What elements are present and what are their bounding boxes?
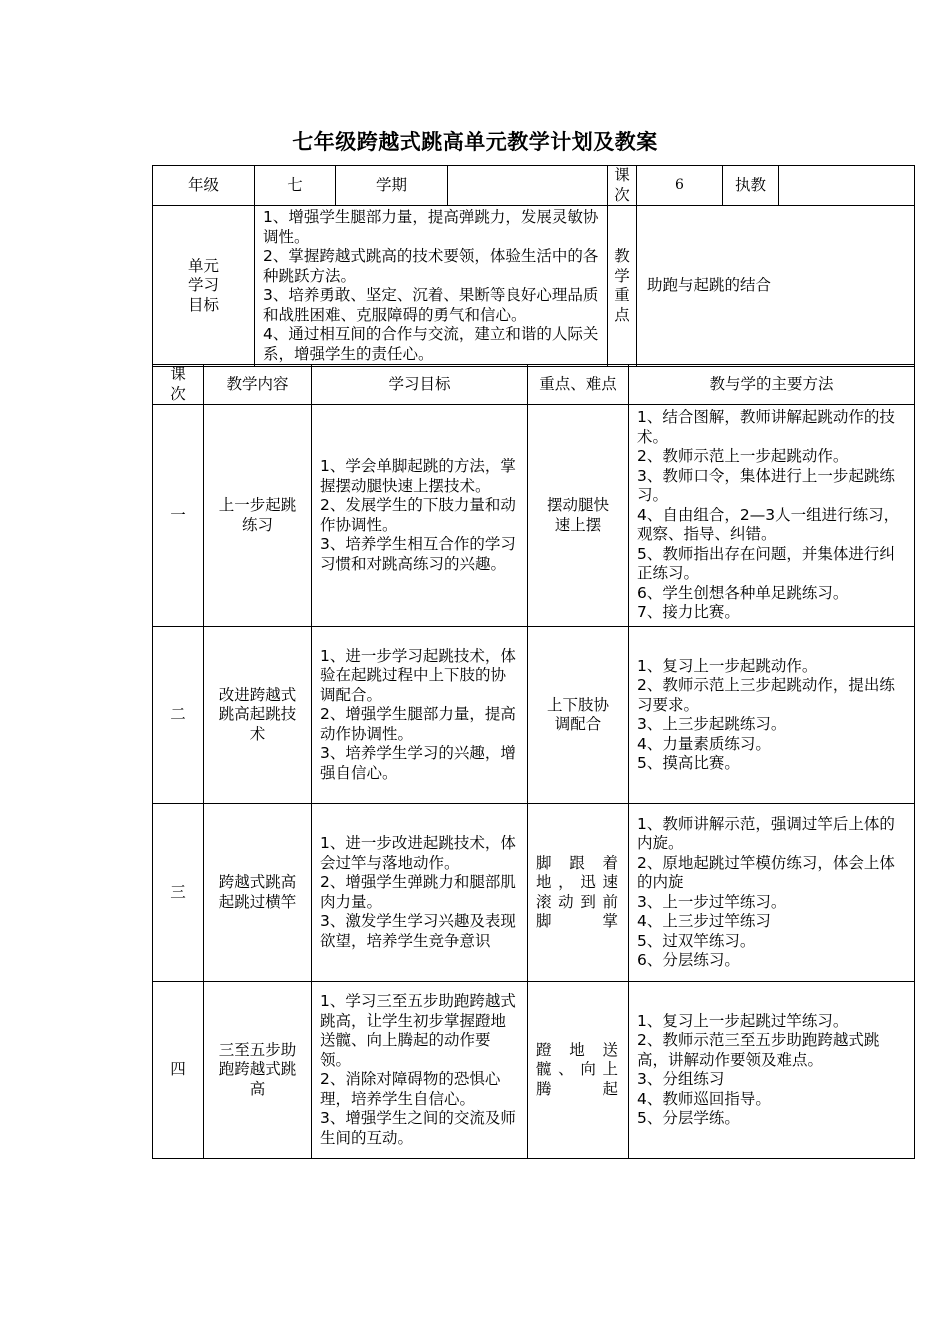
focus-value: 助跑与起跳的结合 xyxy=(637,206,915,367)
lesson-number: 三 xyxy=(153,804,204,982)
method-item: 2、原地起跳过竿模仿练习，体会上体的内旋 xyxy=(637,853,895,891)
lesson-content: 改进跨越式跳高起跳技术 xyxy=(204,627,312,804)
lesson-key-points xyxy=(528,982,629,1159)
lesson-content: 三至五步助跑跨越式跳高 xyxy=(204,982,312,1159)
method-item: 7、接力比赛。 xyxy=(637,603,740,622)
lesson-goals xyxy=(312,627,528,804)
lesson-methods xyxy=(629,405,915,627)
lesson-methods xyxy=(629,804,915,982)
method-item: 2、教师示范上一步起跳动作。 xyxy=(637,447,849,466)
goal-item: 1、进一步改进起跳技术，体会过竿与落地动作。 xyxy=(320,834,516,872)
method-item: 1、结合图解，教师讲解起跳动作的技术。 xyxy=(637,408,895,446)
goal-item: 3、增强学生之间的交流及师生间的互动。 xyxy=(320,1109,516,1147)
goal-item: 3、培养学生相互合作的学习习惯和对跳高练习的兴趣。 xyxy=(320,535,516,573)
method-item: 3、上一步过竿练习。 xyxy=(637,892,787,911)
unit-objectives xyxy=(255,206,608,367)
objective-item: 3、培养勇敢、坚定、沉着、果断等良好心理品质和战胜困难、克服障碍的勇气和信心。 xyxy=(263,286,599,324)
method-item: 1、教师讲解示范，强调过竿后上体的内旋。 xyxy=(637,814,895,852)
method-item: 6、分层练习。 xyxy=(637,951,740,969)
col-header-goals: 学习目标 xyxy=(312,365,528,405)
table-row xyxy=(153,627,915,804)
goal-item: 1、学习三至五步助跑跨越式跳高，让学生初步掌握蹬地送髋、向上腾起的动作要领。 xyxy=(320,992,516,1069)
table-row xyxy=(153,405,915,627)
method-item: 4、上三步过竿练习 xyxy=(637,912,771,930)
method-item: 4、力量素质练习。 xyxy=(637,734,771,753)
goal-item: 3、激发学生学习兴趣及表现欲望，培养学生竞争意识 xyxy=(320,912,516,950)
col-header-key: 重点、难点 xyxy=(528,365,629,405)
goal-item: 3、培养学生学习的兴趣，增强自信心。 xyxy=(320,744,516,782)
term-label: 学期 xyxy=(336,166,448,206)
lesson-number: 一 xyxy=(153,405,204,627)
method-item: 6、学生创想各种单足跳练习。 xyxy=(637,583,849,602)
teacher-value xyxy=(779,166,915,206)
col-header-lesson: 课次 xyxy=(153,365,204,405)
lesson-key-points: 上下肢协调配合 xyxy=(528,627,629,804)
key-text: 蹬地送髋、向上腾起 xyxy=(536,1040,620,1098)
col-header-content: 教学内容 xyxy=(204,365,312,405)
objectives-label: 单元学习目标 xyxy=(153,206,255,367)
col-header-methods: 教与学的主要方法 xyxy=(629,365,915,405)
goal-item: 2、消除对障碍物的恐惧心理，培养学生自信心。 xyxy=(320,1070,501,1108)
goal-item: 2、增强学生弹跳力和腿部肌肉力量。 xyxy=(320,873,516,911)
objective-item: 1、增强学生腿部力量，提高弹跳力，发展灵敏协调性。 xyxy=(263,208,599,246)
lessons-label: 课次 xyxy=(608,166,637,206)
method-item: 5、过双竿练习。 xyxy=(637,931,756,950)
method-item: 5、分层学练。 xyxy=(637,1109,740,1127)
lesson-methods xyxy=(629,982,915,1159)
lesson-content: 上一步起跳练习 xyxy=(204,405,312,627)
goal-item: 1、进一步学习起跳技术，体验在起跳过程中上下肢的协调配合。 xyxy=(320,646,516,704)
method-item: 3、分组练习 xyxy=(637,1070,725,1088)
lesson-key-points xyxy=(528,804,629,982)
table-row xyxy=(153,982,915,1159)
lesson-key-points: 摆动腿快速上摆 xyxy=(528,405,629,627)
key-text: 脚跟着地，迅速滚动到前脚掌 xyxy=(536,853,620,930)
goal-item: 2、增强学生腿部力量，提高动作协调性。 xyxy=(320,705,516,743)
lesson-goals xyxy=(312,982,528,1159)
lesson-goals xyxy=(312,405,528,627)
method-item: 5、教师指出存在问题，并集体进行纠正练习。 xyxy=(637,544,895,583)
method-item: 1、复习上一步起跳过竿练习。 xyxy=(637,1011,849,1030)
method-item: 5、摸高比赛。 xyxy=(637,754,740,772)
lessons-value: 6 xyxy=(637,166,723,206)
lesson-goals xyxy=(312,804,528,982)
method-item: 3、上三步起跳练习。 xyxy=(637,715,787,733)
method-item: 4、教师巡回指导。 xyxy=(637,1089,771,1108)
table-row xyxy=(153,804,915,982)
objective-item: 2、掌握跨越式跳高的技术要领，体验生活中的各种跳跃方法。 xyxy=(263,247,599,285)
lesson-number: 四 xyxy=(153,982,204,1159)
goal-item: 1、学会单脚起跳的方法，掌握摆动腿快速上摆技术。 xyxy=(320,457,516,495)
lesson-content: 跨越式跳高起跳过横竿 xyxy=(204,804,312,982)
term-value xyxy=(448,166,608,206)
header-table xyxy=(152,165,915,367)
grade-value: 七 xyxy=(255,166,336,206)
lesson-methods xyxy=(629,627,915,804)
method-item: 3、教师口令，集体进行上一步起跳练习。 xyxy=(637,466,895,505)
method-item: 2、教师示范三至五步助跑跨越式跳高，讲解动作要领及难点。 xyxy=(637,1031,880,1069)
focus-label: 教学重点 xyxy=(608,206,637,367)
grade-label: 年级 xyxy=(153,166,255,206)
method-item: 2、教师示范上三步起跳动作，提出练习要求。 xyxy=(637,676,895,714)
method-item: 4、自由组合，2—3人一组进行练习，观察、指导、纠错。 xyxy=(637,505,900,544)
teacher-label: 执教 xyxy=(723,166,779,206)
method-item: 1、复习上一步起跳动作。 xyxy=(637,656,818,675)
objective-item: 4、通过相互间的合作与交流，建立和谐的人际关系，增强学生的责任心。 xyxy=(263,325,599,363)
lessons-table xyxy=(152,364,915,1159)
lesson-number: 二 xyxy=(153,627,204,804)
page-title: 七年级跨越式跳高单元教学计划及教案 xyxy=(292,130,658,154)
goal-item: 2、发展学生的下肢力量和动作协调性。 xyxy=(320,496,516,534)
